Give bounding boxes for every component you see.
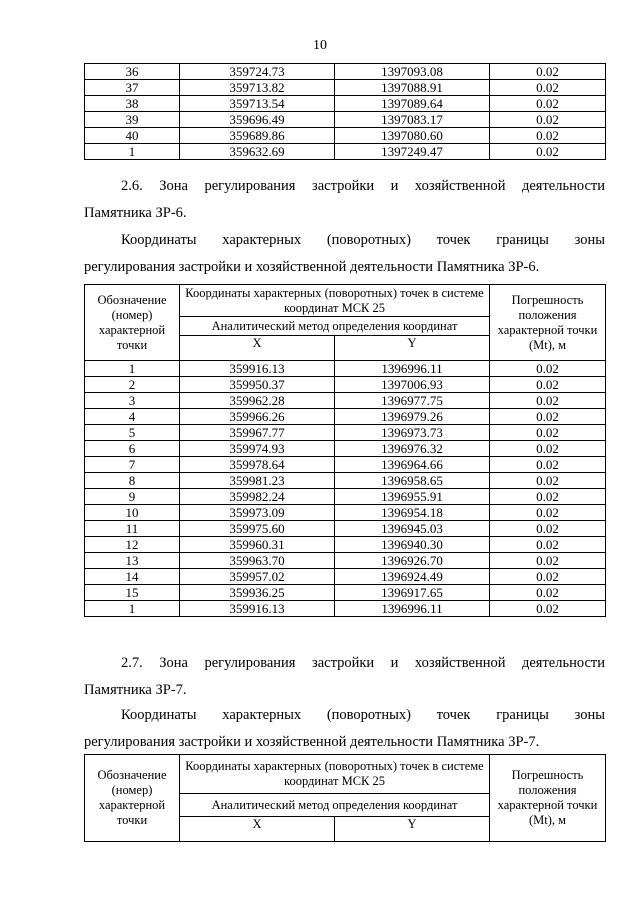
- error-cell: 0.02: [490, 489, 606, 505]
- section-2-6-heading-line2: Памятника ЗР-6.: [84, 205, 187, 221]
- error-cell: 0.02: [490, 601, 606, 617]
- error-header: Погрешность положения характерной точки (Mt), м: [490, 285, 606, 361]
- section-2-7-heading-line1: 2.7. Зона регулирования застройки и хозяйственной деятельности: [121, 655, 605, 671]
- point-number-cell: 10: [85, 505, 180, 521]
- point-number-cell: 4: [85, 409, 180, 425]
- point-number-cell: 9: [85, 489, 180, 505]
- section-2-6-intro-line2: регулирования застройки и хозяйственной деятельности Памятника ЗР-6.: [84, 259, 540, 275]
- x-header: X: [180, 817, 335, 842]
- x-coordinate-cell: 359957.02: [180, 569, 335, 585]
- y-coordinate-cell: 1397088.91: [335, 80, 490, 96]
- table-row: [85, 505, 606, 521]
- table-row: [85, 601, 606, 617]
- table-row: [85, 377, 606, 393]
- y-coordinate-cell: 1396955.91: [335, 489, 490, 505]
- point-number-cell: 2: [85, 377, 180, 393]
- point-number-cell: 13: [85, 553, 180, 569]
- point-number-cell: 15: [85, 585, 180, 601]
- x-coordinate-cell: 359696.49: [180, 112, 335, 128]
- coordinates-system-header: Координаты характерных (поворотных) точек в системе координат МСК 25: [180, 755, 490, 794]
- table-row: [85, 393, 606, 409]
- error-cell: 0.02: [490, 457, 606, 473]
- section-2-7-heading-line2: Памятника ЗР-7.: [84, 682, 187, 698]
- y-coordinate-cell: 1397083.17: [335, 112, 490, 128]
- y-coordinate-cell: 1397080.60: [335, 128, 490, 144]
- x-coordinate-cell: 359916.13: [180, 601, 335, 617]
- error-cell: 0.02: [490, 377, 606, 393]
- error-cell: 0.02: [490, 64, 606, 80]
- y-coordinate-cell: 1396996.11: [335, 361, 490, 377]
- table-row: [85, 80, 606, 96]
- point-number-cell: 11: [85, 521, 180, 537]
- y-header: Y: [335, 336, 490, 361]
- zr7-coordinates-table: [84, 754, 606, 842]
- x-coordinate-cell: 359963.70: [180, 553, 335, 569]
- x-coordinate-cell: 359936.25: [180, 585, 335, 601]
- y-coordinate-cell: 1397249.47: [335, 144, 490, 160]
- method-header: Аналитический метод определения координат: [180, 794, 490, 817]
- table-row: [85, 409, 606, 425]
- table-row: [85, 457, 606, 473]
- point-number-cell: 37: [85, 80, 180, 96]
- point-number-cell: 1: [85, 601, 180, 617]
- error-cell: 0.02: [490, 409, 606, 425]
- x-coordinate-cell: 359960.31: [180, 537, 335, 553]
- point-number-cell: 8: [85, 473, 180, 489]
- error-cell: 0.02: [490, 393, 606, 409]
- error-cell: 0.02: [490, 80, 606, 96]
- y-coordinate-cell: 1396940.30: [335, 537, 490, 553]
- point-number-cell: 36: [85, 64, 180, 80]
- y-coordinate-cell: 1397089.64: [335, 96, 490, 112]
- table-row: [85, 128, 606, 144]
- section-2-6-heading-line1: 2.6. Зона регулирования застройки и хозяйственной деятельности: [121, 178, 605, 194]
- y-coordinate-cell: 1396979.26: [335, 409, 490, 425]
- error-cell: 0.02: [490, 112, 606, 128]
- x-coordinate-cell: 359713.54: [180, 96, 335, 112]
- error-cell: 0.02: [490, 425, 606, 441]
- y-coordinate-cell: 1396926.70: [335, 553, 490, 569]
- y-coordinate-cell: 1397006.93: [335, 377, 490, 393]
- error-cell: 0.02: [490, 361, 606, 377]
- point-designation-header: Обозначение (номер) характерной точки: [85, 285, 180, 361]
- x-coordinate-cell: 359982.24: [180, 489, 335, 505]
- method-header: Аналитический метод определения координат: [180, 317, 490, 336]
- x-coordinate-cell: 359967.77: [180, 425, 335, 441]
- error-cell: 0.02: [490, 473, 606, 489]
- point-number-cell: 39: [85, 112, 180, 128]
- table-row: [85, 489, 606, 505]
- error-cell: 0.02: [490, 585, 606, 601]
- page-number: 10: [313, 38, 327, 53]
- y-coordinate-cell: 1397093.08: [335, 64, 490, 80]
- error-cell: 0.02: [490, 553, 606, 569]
- point-number-cell: 40: [85, 128, 180, 144]
- point-number-cell: 6: [85, 441, 180, 457]
- table-row: [85, 144, 606, 160]
- table-row: [85, 585, 606, 601]
- y-coordinate-cell: 1396977.75: [335, 393, 490, 409]
- y-coordinate-cell: 1396973.73: [335, 425, 490, 441]
- x-coordinate-cell: 359973.09: [180, 505, 335, 521]
- point-number-cell: 1: [85, 361, 180, 377]
- x-coordinate-cell: 359981.23: [180, 473, 335, 489]
- x-coordinate-cell: 359966.26: [180, 409, 335, 425]
- error-cell: 0.02: [490, 144, 606, 160]
- table-row: [85, 473, 606, 489]
- table-row: [85, 521, 606, 537]
- y-coordinate-cell: 1396945.03: [335, 521, 490, 537]
- point-number-cell: 7: [85, 457, 180, 473]
- error-cell: 0.02: [490, 521, 606, 537]
- x-coordinate-cell: 359978.64: [180, 457, 335, 473]
- point-number-cell: 12: [85, 537, 180, 553]
- table-row: [85, 64, 606, 80]
- x-coordinate-cell: 359950.37: [180, 377, 335, 393]
- section-2-6-intro-line1: Координаты характерных (поворотных) точек границы зоны: [121, 232, 605, 248]
- point-number-cell: 14: [85, 569, 180, 585]
- error-cell: 0.02: [490, 441, 606, 457]
- x-header: X: [180, 336, 335, 361]
- x-coordinate-cell: 359632.69: [180, 144, 335, 160]
- x-coordinate-cell: 359689.86: [180, 128, 335, 144]
- x-coordinate-cell: 359713.82: [180, 80, 335, 96]
- x-coordinate-cell: 359916.13: [180, 361, 335, 377]
- error-cell: 0.02: [490, 505, 606, 521]
- section-2-6-heading: [84, 173, 605, 227]
- section-2-6-intro: [84, 227, 605, 281]
- table-row: [85, 537, 606, 553]
- y-coordinate-cell: 1396976.32: [335, 441, 490, 457]
- point-designation-header: Обозначение (номер) характерной точки: [85, 755, 180, 842]
- table-row: [85, 112, 606, 128]
- table-row: [85, 425, 606, 441]
- section-2-7-intro-line2: регулирования застройки и хозяйственной деятельности Памятника ЗР-7.: [84, 734, 540, 750]
- coordinates-table-continued: [84, 63, 606, 160]
- error-cell: 0.02: [490, 96, 606, 112]
- y-coordinate-cell: 1396917.65: [335, 585, 490, 601]
- table-row: [85, 553, 606, 569]
- point-number-cell: 5: [85, 425, 180, 441]
- error-cell: 0.02: [490, 569, 606, 585]
- x-coordinate-cell: 359962.28: [180, 393, 335, 409]
- y-coordinate-cell: 1396954.18: [335, 505, 490, 521]
- section-2-7-heading: [84, 650, 605, 704]
- table-row: [85, 569, 606, 585]
- coordinates-system-header: Координаты характерных (поворотных) точек в системе координат МСК 25: [180, 285, 490, 317]
- y-coordinate-cell: 1396996.11: [335, 601, 490, 617]
- y-header: Y: [335, 817, 490, 842]
- y-coordinate-cell: 1396958.65: [335, 473, 490, 489]
- point-number-cell: 3: [85, 393, 180, 409]
- table-row: [85, 96, 606, 112]
- error-cell: 0.02: [490, 128, 606, 144]
- x-coordinate-cell: 359724.73: [180, 64, 335, 80]
- table-row: [85, 441, 606, 457]
- x-coordinate-cell: 359974.93: [180, 441, 335, 457]
- y-coordinate-cell: 1396924.49: [335, 569, 490, 585]
- zr6-coordinates-table: [84, 284, 606, 617]
- section-2-7-intro-line1: Координаты характерных (поворотных) точек границы зоны: [121, 707, 605, 723]
- point-number-cell: 38: [85, 96, 180, 112]
- error-header: Погрешность положения характерной точки (Mt), м: [490, 755, 606, 842]
- table-row: [85, 361, 606, 377]
- point-number-cell: 1: [85, 144, 180, 160]
- y-coordinate-cell: 1396964.66: [335, 457, 490, 473]
- section-2-7-intro: [84, 702, 605, 756]
- error-cell: 0.02: [490, 537, 606, 553]
- x-coordinate-cell: 359975.60: [180, 521, 335, 537]
